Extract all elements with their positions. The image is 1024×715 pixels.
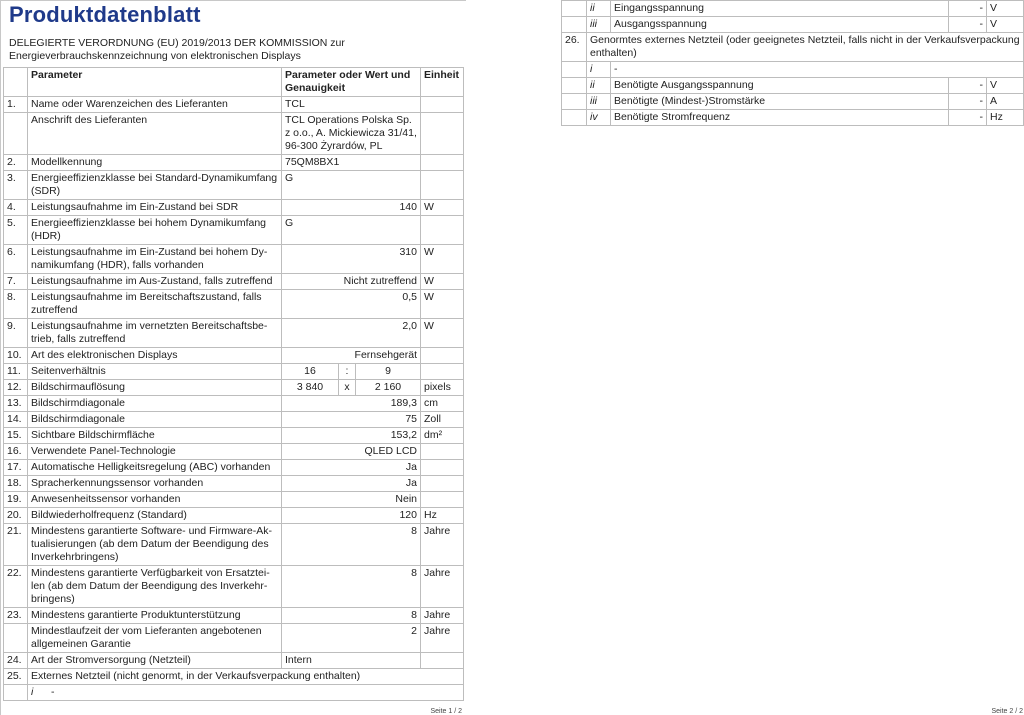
row-unit: Jahre [421,566,464,608]
resolution-width: 3 840 [282,380,339,396]
row-unit: W [421,319,464,348]
row-parameter: - [611,62,1024,78]
sub-row-index: iv [587,110,611,126]
row-parameter: Automatische Helligkeitsregelung (ABC) vorhanden [28,460,282,476]
row-value: 0,5 [282,290,421,319]
row-number: 6. [4,245,28,274]
table-row [4,428,464,444]
row-unit: cm [421,396,464,412]
row-unit: W [421,245,464,274]
row-parameter: Leistungsaufnahme im Ein-Zustand bei SDR [28,200,282,216]
table-row [4,566,464,608]
row-parameter: Mindestens garantierte Verfügbarkeit von Ersatztei-len (ab dem Datum der Beendigung des Inverkehr-bringens) [28,566,282,608]
table-row [4,685,464,701]
row-value: 189,3 [282,396,421,412]
row-number: 1. [4,97,28,113]
row-parameter: Bildschirmauflösung [28,380,282,396]
row-value: 75QM8BX1 [282,155,421,171]
row-unit: Jahre [421,624,464,653]
table-row [4,348,464,364]
row-value: - [949,94,987,110]
table-row [4,200,464,216]
row-parameter: Verwendete Panel-Technologie [28,444,282,460]
row-number: 18. [4,476,28,492]
row-parameter: Leistungsaufnahme im Bereitschaftszustand, falls zutreffend [28,290,282,319]
row-number: 24. [4,653,28,669]
row-unit: A [987,94,1024,110]
table-row [4,155,464,171]
row-number: 19. [4,492,28,508]
table-row [4,624,464,653]
table-header-row [4,68,464,97]
row-parameter: Spracherkennungssensor vorhanden [28,476,282,492]
row-parameter: Benötigte (Mindest-)Stromstärke [611,94,949,110]
row-number: 7. [4,274,28,290]
row-number: 11. [4,364,28,380]
row-unit: Zoll [421,412,464,428]
table-row [4,319,464,348]
row-number: 23. [4,608,28,624]
header-unit: Einheit [421,68,464,97]
table-row [4,653,464,669]
row-parameter: Seitenverhältnis [28,364,282,380]
row-parameter: Ausgangsspannung [611,17,949,33]
row-number: 4. [4,200,28,216]
row-number: 9. [4,319,28,348]
row-unit: Hz [987,110,1024,126]
row-number: 8. [4,290,28,319]
row-value: Nicht zutreffend [282,274,421,290]
row-value: 75 [282,412,421,428]
row-value: Nein [282,492,421,508]
row-unit: Jahre [421,524,464,566]
table-row [562,94,1024,110]
row-unit: V [987,1,1024,17]
row-number: 5. [4,216,28,245]
row-parameter: Eingangsspannung [611,1,949,17]
row-parameter: Modellkennung [28,155,282,171]
table-row [4,364,464,380]
product-data-table [3,67,464,701]
row-number: 12. [4,380,28,396]
row-parameter: Art der Stromversorgung (Netzteil) [28,653,282,669]
row-value: - [949,78,987,94]
table-row [4,171,464,200]
table-row [4,396,464,412]
row-value: G [282,171,421,200]
ratio-height: 9 [356,364,421,380]
row-number: 15. [4,428,28,444]
row-parameter: Leistungsaufnahme im Ein-Zustand bei hohem Dy-namikumfang (HDR), falls vorhanden [28,245,282,274]
row-unit: Jahre [421,608,464,624]
ratio-separator: : [339,364,356,380]
table-row [4,476,464,492]
resolution-height: 2 160 [356,380,421,396]
table-row [4,290,464,319]
table-row [4,274,464,290]
sub-row-index: iii [587,94,611,110]
header-value: Parameter oder Wert und Genauigkeit [282,68,421,97]
row-parameter: Externes Netzteil (nicht genormt, in der Verkaufsverpackung enthalten) [28,669,464,685]
row-unit: W [421,200,464,216]
row-value: Ja [282,460,421,476]
table-row [4,444,464,460]
page-two [538,0,1024,715]
sub-row-parameter: - [51,686,55,698]
table-row [4,669,464,685]
row-value: 120 [282,508,421,524]
row-number: 20. [4,508,28,524]
row-unit: V [987,78,1024,94]
row-parameter: Bildwiederholfrequenz (Standard) [28,508,282,524]
row-value: 8 [282,608,421,624]
sub-row-index: ii [587,1,611,17]
row-number: 22. [4,566,28,608]
page-footer: Seite 1 / 2 [430,708,462,715]
table-row [562,1,1024,17]
sub-row-index: ii [587,78,611,94]
table-row [562,17,1024,33]
row-number: 3. [4,171,28,200]
table-row [4,608,464,624]
sub-row [28,685,464,701]
row-number: 16. [4,444,28,460]
row-number: 13. [4,396,28,412]
row-number: 25. [4,669,28,685]
row-value: 310 [282,245,421,274]
table-row [4,508,464,524]
sub-row-index: i [587,62,611,78]
row-parameter: Genormtes externes Netzteil (oder geeignetes Netzteil, falls nicht in der Verkaufsverpackung enthalten) [587,33,1024,62]
sub-row-index: iii [587,17,611,33]
row-value: 2 [282,624,421,653]
row-value: 8 [282,524,421,566]
table-row [4,113,464,155]
row-parameter: Name oder Warenzeichen des Lieferanten [28,97,282,113]
row-value: TCL [282,97,421,113]
row-parameter: Benötigte Ausgangsspannung [611,78,949,94]
row-value: 2,0 [282,319,421,348]
table-row [4,492,464,508]
row-parameter: Benötigte Stromfrequenz [611,110,949,126]
table-row [4,524,464,566]
row-number: 2. [4,155,28,171]
row-value: Intern [282,653,421,669]
row-value: TCL Operations Polska Sp. z o.o., A. Mickiewicza 31/41, 96-300 Żyrardów, PL [282,113,421,155]
row-parameter: Anwesenheitssensor vorhanden [28,492,282,508]
regulation-subtitle: DELEGIERTE VERORDNUNG (EU) 2019/2013 DER KOMMISSION zur Energieverbrauchskennzeichnung von elektronischen Displays [9,37,345,62]
row-value: - [949,110,987,126]
row-parameter: Sichtbare Bildschirmfläche [28,428,282,444]
table-row [4,380,464,396]
row-number: 21. [4,524,28,566]
row-parameter: Mindestens garantierte Produktunterstützung [28,608,282,624]
table-row [4,245,464,274]
row-parameter: Mindestlaufzeit der vom Lieferanten angebotenen allgemeinen Garantie [28,624,282,653]
row-value: 8 [282,566,421,608]
row-number: 26. [562,33,587,62]
row-unit: Hz [421,508,464,524]
row-unit: pixels [421,380,464,396]
row-unit: V [987,17,1024,33]
table-row [562,110,1024,126]
row-number: 14. [4,412,28,428]
row-value: Fernsehgerät [282,348,421,364]
row-value: G [282,216,421,245]
row-unit: W [421,290,464,319]
row-value: Ja [282,476,421,492]
row-parameter: Energieeffizienzklasse bei hohem Dynamikumfang (HDR) [28,216,282,245]
row-value: QLED LCD [282,444,421,460]
table-row [4,216,464,245]
table-row [4,460,464,476]
table-row [4,97,464,113]
header-parameter: Parameter [28,68,282,97]
row-unit: dm² [421,428,464,444]
row-parameter: Bildschirmdiagonale [28,412,282,428]
row-number: 10. [4,348,28,364]
product-data-table-continued [561,0,1024,126]
row-value: 140 [282,200,421,216]
row-parameter: Bildschirmdiagonale [28,396,282,412]
row-parameter: Energieeffizienzklasse bei Standard-Dynamikumfang (SDR) [28,171,282,200]
table-row [562,78,1024,94]
row-number: 17. [4,460,28,476]
table-row [4,412,464,428]
table-row [562,33,1024,62]
row-parameter: Anschrift des Lieferanten [28,113,282,155]
resolution-separator: x [339,380,356,396]
row-parameter: Mindestens garantierte Software- und Firmware-Ak-tualisierungen (ab dem Datum der Beendigung des Inverkehrbringens) [28,524,282,566]
table-row [562,62,1024,78]
row-value: - [949,17,987,33]
document-title: Produktdatenblatt [9,2,201,27]
row-parameter: Art des elektronischen Displays [28,348,282,364]
row-parameter: Leistungsaufnahme im vernetzten Bereitschaftsbe-trieb, falls zutreffend [28,319,282,348]
sub-row-index: i [31,686,34,698]
page-footer: Seite 2 / 2 [991,708,1023,715]
page-one [0,0,466,715]
ratio-width: 16 [282,364,339,380]
row-unit: W [421,274,464,290]
row-parameter: Leistungsaufnahme im Aus-Zustand, falls zutreffend [28,274,282,290]
row-value: - [949,1,987,17]
row-value: 153,2 [282,428,421,444]
